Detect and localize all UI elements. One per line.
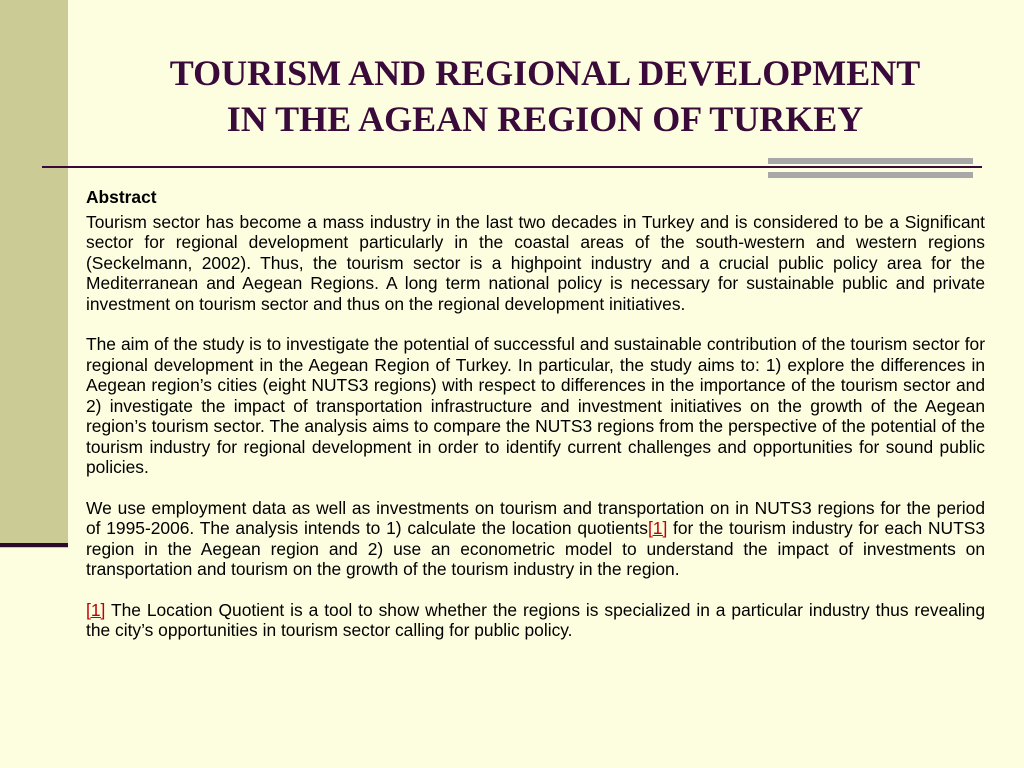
footnote-link-1[interactable]: [1] xyxy=(647,518,668,538)
paragraph-3-text-after: for the tourism industry for each NUTS3 region in the Aegean region and 2) use an econometric model to understand the impact of investments on transportation and tourism on the growth of the tourism industry in the region. xyxy=(86,518,985,579)
abstract-heading: Abstract xyxy=(86,187,157,207)
title-line-2: IN THE AGEAN REGION OF TURKEY xyxy=(226,99,864,139)
left-accent-line xyxy=(0,543,68,547)
footnote-text: The Location Quotient is a tool to show whether the regions is specialized in a particular industry thus revealing the city’s opportunities in tourism sector calling for public policy. xyxy=(86,599,985,640)
abstract-paragraph-2: The aim of the study is to investigate the potential of successful and sustainable contribution of the tourism sector for regional development in the Aegean Region of Turkey. In particular, the study aims to: 1) explore the differences in Aegean region’s cities (eight NUTS3 regions) with respect to differences in the importance of the tourism sector and 2) investigate the impact of transportation infrastructure and investment initiatives on the growth of the Aegean region’s tourism sector. The analysis aims to compare the NUTS3 regions from the perspective of the potential of the tourism industry for regional development in order to identify current challenges and opportunities for sound public policies. xyxy=(86,334,985,477)
decorative-rule-gray-top xyxy=(768,158,973,164)
decorative-rule-gray-bottom xyxy=(768,172,973,178)
abstract-paragraph-1: Tourism sector has become a mass industry in the last two decades in Turkey and is considered to be a Significant sector for regional development particularly in the coastal areas of the south-western and western regions (Seckelmann, 2002). Thus, the tourism sector is a highpoint industry and a crucial public policy area for the Mediterranean and Aegean Regions. A long term national policy is necessary for sustainable public and private investment on tourism sector and thus on the regional development initiatives. xyxy=(86,211,985,314)
slide-title xyxy=(80,50,1010,142)
footnote xyxy=(86,600,985,641)
abstract-body xyxy=(86,187,985,661)
paragraph-3-text-before: We use employment data as well as investments on tourism and transportation on in NUTS3 regions for the period of 1995-2006. The analysis intends to 1) calculate the location quotients xyxy=(86,497,985,538)
abstract-paragraph-3 xyxy=(86,498,985,580)
footnote-anchor-1[interactable]: [1] xyxy=(86,599,106,620)
left-accent-bar xyxy=(0,0,68,548)
title-line-1: TOURISM AND REGIONAL DEVELOPMENT xyxy=(169,53,921,93)
title-divider xyxy=(42,166,982,168)
